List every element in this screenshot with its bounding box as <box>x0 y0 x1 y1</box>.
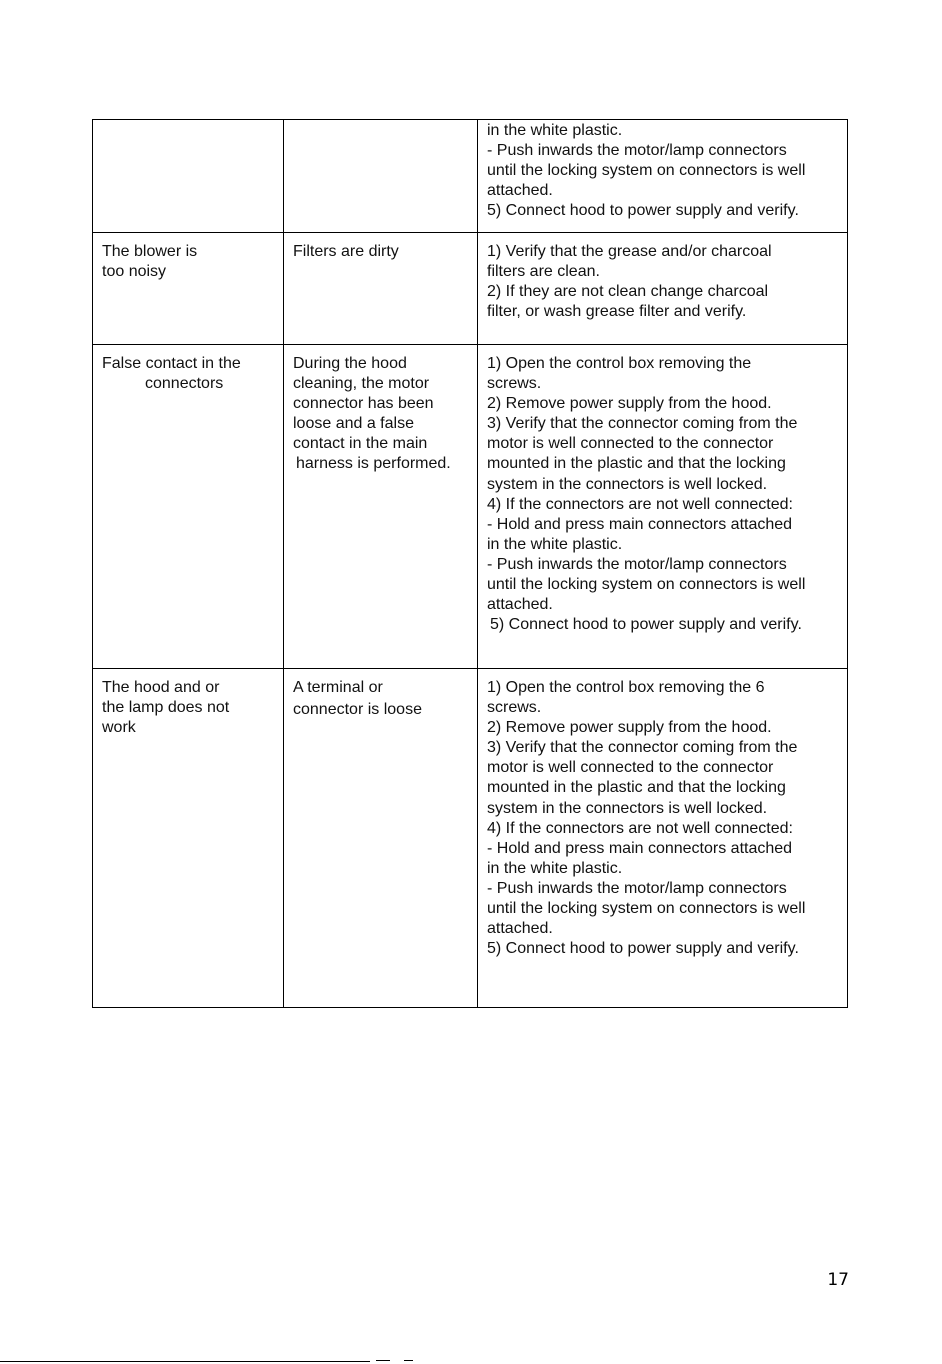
footer-mark <box>376 1360 390 1361</box>
solution-line: 2) Remove power supply from the hood. <box>487 719 772 737</box>
solution-line: in the white plastic. <box>487 122 623 139</box>
solution-line: in the white plastic. <box>487 859 623 877</box>
solution-cell <box>478 120 848 233</box>
solution-line: attached. <box>487 920 553 938</box>
solution-line: 5) Connect hood to power supply and verify. <box>487 202 799 220</box>
problem-line: too noisy <box>102 263 167 281</box>
solution-line: - Push inwards the motor/lamp connectors <box>487 555 787 573</box>
cause-cell <box>284 669 478 1008</box>
cause-cell <box>284 120 478 233</box>
solution-line: until the locking system on connectors is well <box>487 576 806 594</box>
problem-cell <box>93 233 284 345</box>
solution-cell <box>478 345 848 669</box>
page-number: 17 <box>827 1270 849 1290</box>
solution-line: 1) Open the control box removing the <box>487 355 752 372</box>
solution-line: screws. <box>487 375 542 393</box>
footer-rule <box>0 1361 370 1362</box>
cause-line: cleaning, the motor <box>293 375 430 393</box>
cause-line: harness is performed. <box>296 455 451 473</box>
solution-line: 1) Verify that the grease and/or charcoal <box>487 243 772 260</box>
solution-line: in the white plastic. <box>487 535 623 553</box>
solution-line: mounted in the plastic and that the locking <box>487 779 786 797</box>
problem-line: work <box>102 719 136 737</box>
cause-line: connector is loose <box>293 701 422 719</box>
footer-mark <box>404 1360 413 1361</box>
solution-line: motor is well connected to the connector <box>487 759 774 777</box>
problem-cell <box>93 669 284 1008</box>
solution-line: 4) If the connectors are not well connected: <box>487 495 793 513</box>
solution-line: 5) Connect hood to power supply and verify. <box>490 616 802 634</box>
problem-line: connectors <box>145 375 224 393</box>
cause-cell <box>284 345 478 669</box>
cause-line: A terminal or <box>293 679 383 696</box>
table-row <box>93 233 848 345</box>
solution-line: 4) If the connectors are not well connected: <box>487 819 793 837</box>
solution-line: 1) Open the control box removing the 6 <box>487 679 765 696</box>
solution-line: attached. <box>487 182 553 200</box>
cause-line: Filters are dirty <box>293 243 399 260</box>
solution-line: system in the connectors is well locked. <box>487 799 768 817</box>
problem-cell <box>93 345 284 669</box>
solution-line: system in the connectors is well locked. <box>487 475 768 493</box>
solution-line: - Hold and press main connectors attached <box>487 515 793 533</box>
solution-cell <box>478 233 848 345</box>
table-row <box>93 669 848 1008</box>
solution-line: 2) If they are not clean change charcoal <box>487 283 769 301</box>
solution-line: filters are clean. <box>487 263 600 281</box>
solution-line: 2) Remove power supply from the hood. <box>487 395 772 413</box>
problem-line: The hood and or <box>102 679 220 696</box>
solution-cell <box>478 669 848 1008</box>
solution-line: motor is well connected to the connector <box>487 435 774 453</box>
cause-line: loose and a false <box>293 415 414 433</box>
solution-line: - Push inwards the motor/lamp connectors <box>487 142 787 160</box>
solution-line: until the locking system on connectors is well <box>487 900 806 918</box>
solution-line: 5) Connect hood to power supply and verify. <box>487 940 799 958</box>
cause-line: During the hood <box>293 355 407 372</box>
solution-line: - Push inwards the motor/lamp connectors <box>487 879 787 897</box>
problem-line: The blower is <box>102 243 198 260</box>
problem-cell <box>93 120 284 233</box>
cause-line: connector has been <box>293 395 434 413</box>
table-row <box>93 345 848 669</box>
troubleshooting-table <box>92 119 848 1008</box>
problem-line: the lamp does not <box>102 699 230 717</box>
table-row <box>93 120 848 233</box>
solution-line: - Hold and press main connectors attached <box>487 839 793 857</box>
solution-line: 3) Verify that the connector coming from the <box>487 415 798 433</box>
solution-line: screws. <box>487 699 542 717</box>
solution-line: mounted in the plastic and that the locking <box>487 455 786 473</box>
cause-cell <box>284 233 478 345</box>
cause-line: contact in the main <box>293 435 428 453</box>
solution-line: attached. <box>487 596 553 614</box>
problem-line: False contact in the <box>102 355 241 372</box>
solution-line: 3) Verify that the connector coming from the <box>487 739 798 757</box>
solution-line: until the locking system on connectors is well <box>487 162 806 180</box>
solution-line: filter, or wash grease filter and verify. <box>487 303 747 321</box>
